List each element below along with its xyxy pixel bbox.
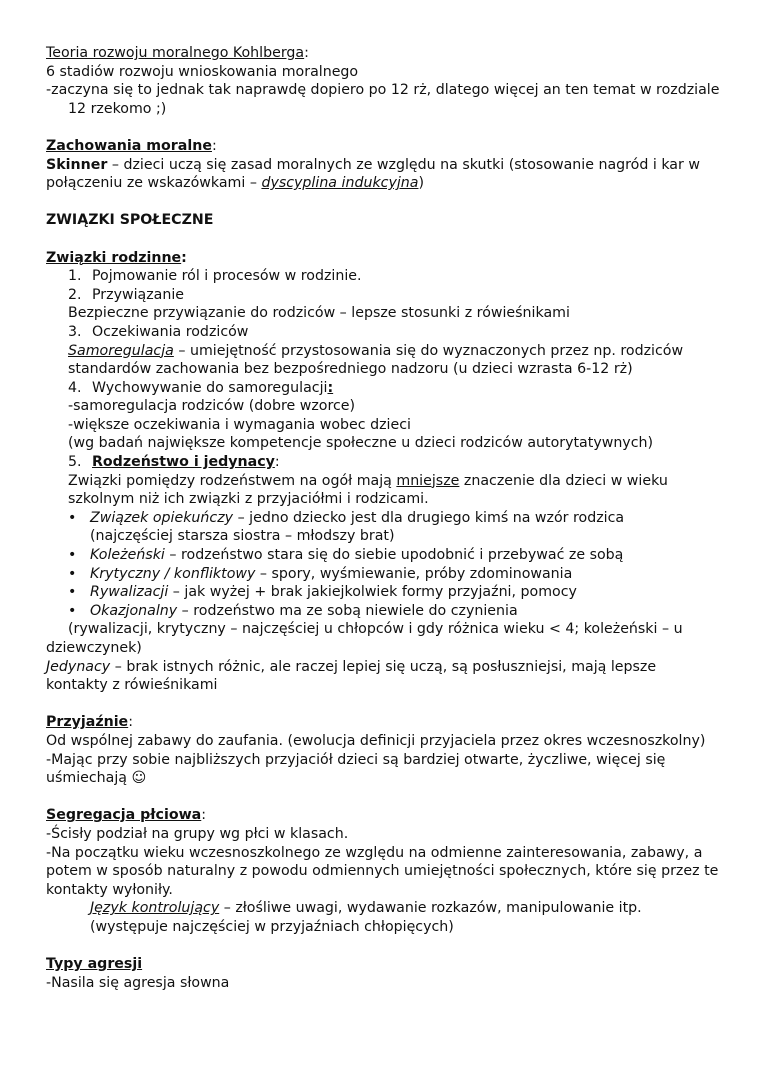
document-body bbox=[46, 44, 726, 992]
moral-behavior-title: Zachowania moralne bbox=[46, 137, 212, 154]
bullet-item-friendly bbox=[46, 546, 726, 565]
list-item-2 bbox=[46, 286, 726, 305]
bullet-icon: • bbox=[68, 602, 77, 619]
kohlberg-colon: : bbox=[304, 45, 309, 61]
aggression-types-heading-line bbox=[46, 955, 726, 974]
friendships-title: Przyjaźnie bbox=[46, 714, 129, 731]
skinner-name: Skinner bbox=[46, 156, 108, 173]
kohlberg-line-3: 12 rzekomo ;) bbox=[68, 100, 167, 117]
siblings-title: Rodzeństwo i jedynacy bbox=[92, 454, 275, 471]
list-item-text: Wychowywanie do samoregulacji bbox=[92, 379, 328, 396]
aggression-line-1: -Nasila się agresja słowna bbox=[46, 974, 230, 991]
friendships-colon: : bbox=[128, 714, 133, 731]
controlling-language-def: – złośliwe uwagi, wydawanie rozkazów, manipulowanie itp. bbox=[219, 900, 642, 917]
list-number: 1. bbox=[68, 268, 82, 285]
bullet-term: Krytyczny / konfliktowy bbox=[90, 565, 256, 582]
only-children-line-2: kontakty z rówieśnikami bbox=[46, 677, 218, 694]
bullet-text: – rodzeństwo ma ze sobą niewiele do czynienia bbox=[177, 602, 518, 619]
siblings-line-1 bbox=[46, 472, 726, 491]
moral-behavior-colon: : bbox=[211, 137, 217, 154]
siblings-note-1: (rywalizacji, krytyczny – najczęściej u chłopców i gdy różnica wieku < 4; koleżeński – u bbox=[68, 621, 683, 638]
segregation-line-1: -Ścisły podział na grupy wg płci w klasach. bbox=[46, 825, 349, 842]
kohlberg-line-2: -zaczyna się to jednak tak naprawdę dopiero po 12 rż, dlatego więcej an ten temat w rozdziale bbox=[46, 82, 720, 99]
list-item-5 bbox=[46, 453, 726, 472]
bullet-term: Związek opiekuńczy bbox=[90, 509, 234, 526]
bullet-text: – jak wyżej + brak jakiejkolwiek formy przyjaźni, pomocy bbox=[168, 584, 577, 601]
inductive-discipline-term: dyscyplina indukcyjna bbox=[261, 175, 419, 192]
bullet-term: Okazjonalny bbox=[90, 602, 178, 619]
family-relations-heading-line bbox=[46, 249, 726, 268]
bullet-text: – spory, wyśmiewanie, próby zdominowania bbox=[255, 565, 573, 582]
controlling-language-line bbox=[46, 899, 726, 918]
self-regulation-def: – umiejętność przystosowania się do wyznaczonych przez np. rodziców bbox=[173, 342, 684, 359]
list-item-1 bbox=[46, 267, 726, 286]
bullet-term: Koleżeński bbox=[90, 547, 165, 564]
kohlberg-heading-line bbox=[46, 44, 726, 63]
self-regulation-line-1 bbox=[46, 342, 726, 361]
skinner-close: ) bbox=[418, 175, 425, 192]
kohlberg-title: Teoria rozwoju moralnego Kohlberga bbox=[46, 45, 305, 61]
family-relations-title: Związki rodzinne bbox=[46, 249, 182, 266]
friendships-line-3: uśmiechają ☺ bbox=[46, 770, 147, 787]
siblings-colon: : bbox=[274, 454, 280, 471]
bullet-icon: • bbox=[68, 509, 77, 526]
controlling-language-term: Język kontrolujący bbox=[90, 900, 220, 917]
list-item-4 bbox=[46, 379, 726, 398]
bullet-icon: • bbox=[68, 584, 77, 601]
list-item-text: Przywiązanie bbox=[92, 286, 185, 303]
upbringing-line-b: -większe oczekiwania i wymagania wobec dzieci bbox=[68, 416, 411, 433]
segregation-line-3: potem w sposób naturalny z powodu odmiennych umiejętności społecznych, które się przez te bbox=[46, 863, 719, 880]
gender-segregation-title: Segregacja płciowa bbox=[46, 807, 202, 824]
list-item-text: Pojmowanie ról i procesów w rodzinie. bbox=[92, 268, 362, 285]
bullet-item-rivalry bbox=[46, 583, 726, 602]
skinner-line-1 bbox=[46, 156, 726, 175]
gender-segregation-colon: : bbox=[201, 807, 207, 824]
only-children-text: – brak istnych różnic, ale raczej lepiej się uczą, są posłuszniejsi, mają lepsze bbox=[110, 658, 657, 675]
bullet-icon: • bbox=[68, 547, 77, 564]
segregation-line-2: -Na początku wieku wczesnoszkolnego ze względu na odmienne zainteresowania, zabawy, a bbox=[46, 844, 703, 861]
siblings-note-2: dziewczynek) bbox=[46, 640, 142, 656]
list-number: 2. bbox=[68, 286, 82, 303]
family-relations-colon: : bbox=[181, 249, 187, 266]
siblings-text-underlined: mniejsze bbox=[396, 472, 460, 489]
attachment-note: Bezpieczne przywiązanie do rodziców – lepsze stosunki z rówieśnikami bbox=[68, 305, 570, 322]
skinner-text: – dzieci uczą się zasad moralnych ze względu na skutki (stosowanie nagród i kar w bbox=[107, 156, 700, 173]
bullet-text: – jedno dziecko jest dla drugiego kimś na wzór rodzica bbox=[233, 509, 625, 526]
gender-segregation-heading-line bbox=[46, 806, 726, 825]
bullet-item-critical bbox=[46, 565, 726, 584]
friendships-heading-line bbox=[46, 713, 726, 732]
list-number: 4. bbox=[68, 379, 82, 396]
self-regulation-term: Samoregulacja bbox=[68, 342, 174, 359]
aggression-types-title: Typy agresji bbox=[46, 956, 143, 973]
list-number: 5. bbox=[68, 454, 82, 471]
social-relations-heading: ZWIĄZKI SPOŁECZNE bbox=[46, 212, 214, 229]
self-regulation-line-2: standardów zachowania bez bezpośredniego nadzoru (u dzieci wzrasta 6-12 rż) bbox=[68, 361, 633, 378]
list-item-3 bbox=[46, 323, 726, 342]
friendships-line-2: -Mając przy sobie najbliższych przyjaciół dzieci są bardziej otwarte, życzliwe, więcej się bbox=[46, 751, 666, 768]
bullet-item-caring bbox=[46, 509, 726, 528]
list-number: 3. bbox=[68, 323, 82, 340]
controlling-language-note: (występuje najczęściej w przyjaźniach chłopięcych) bbox=[90, 918, 454, 935]
upbringing-line-c: (wg badań największe kompetencje społeczne u dzieci rodziców autorytatywnych) bbox=[68, 435, 654, 452]
siblings-text-a: Związki pomiędzy rodzeństwem na ogół mają bbox=[68, 472, 397, 489]
only-children-term: Jedynacy bbox=[46, 658, 111, 675]
friendships-line-1: Od wspólnej zabawy do zaufania. (ewolucja definicji przyjaciela przez okres wczesnoszkolny) bbox=[46, 732, 706, 749]
skinner-text-2: połączeniu ze wskazówkami – bbox=[46, 175, 262, 192]
moral-behavior-heading-line bbox=[46, 137, 726, 156]
segregation-line-4: kontakty wyłoniły. bbox=[46, 881, 173, 898]
list-item-colon: : bbox=[327, 379, 334, 396]
kohlberg-line-1: 6 stadiów rozwoju wnioskowania moralnego bbox=[46, 63, 359, 80]
list-item-text: Oczekiwania rodziców bbox=[92, 323, 249, 340]
bullet-item-caring-cont: (najczęściej starsza siostra – młodszy brat) bbox=[90, 528, 395, 545]
bullet-icon: • bbox=[68, 565, 77, 582]
siblings-text-b: znaczenie dla dzieci w wieku bbox=[459, 472, 668, 489]
bullet-item-occasional bbox=[46, 602, 726, 621]
upbringing-line-a: -samoregulacja rodziców (dobre wzorce) bbox=[68, 398, 356, 415]
siblings-line-2: szkolnym niż ich związki z przyjaciółmi i rodzicami. bbox=[68, 491, 429, 508]
skinner-line-2 bbox=[46, 174, 726, 193]
bullet-text: – rodzeństwo stara się do siebie upodobnić i przebywać ze sobą bbox=[164, 547, 624, 564]
bullet-term: Rywalizacji bbox=[90, 584, 169, 601]
only-children-line-1 bbox=[46, 658, 726, 677]
